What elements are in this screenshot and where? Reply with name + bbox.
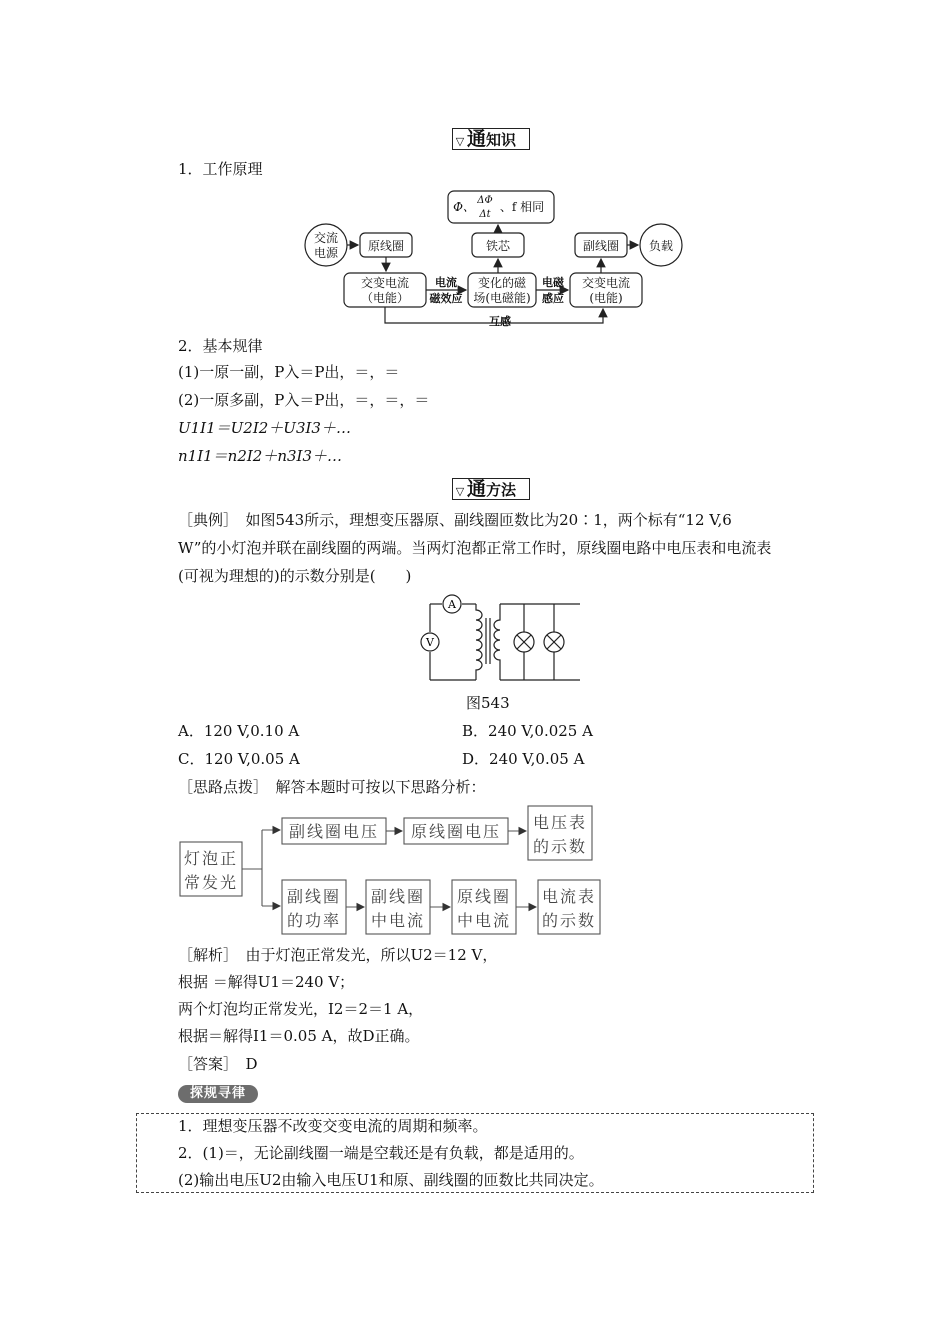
option-d: D．240 V,0.05 A bbox=[462, 750, 585, 768]
flow-bot2-line2: 中电流 bbox=[370, 911, 426, 930]
figure-caption: 图543 bbox=[466, 694, 510, 712]
flow-start-line2: 常发光 bbox=[183, 873, 239, 892]
flux-phi: Φ、 bbox=[453, 200, 475, 214]
primary-coil-label: 原线圈 bbox=[367, 239, 405, 253]
summary-line-3: (2)输出电压U2由输入电压U1和原、副线圈的匝数比共同决定。 bbox=[178, 1171, 604, 1189]
triangle-icon: ▽ bbox=[455, 135, 465, 148]
section1-heading: 1．工作原理 bbox=[178, 160, 263, 178]
flux-numerator: ΔΦ bbox=[477, 195, 493, 206]
em-effect-label-2: 磁效应 bbox=[429, 292, 463, 305]
summary-line-1: 1．理想变压器不改变交变电流的周期和频率。 bbox=[178, 1117, 488, 1135]
ac-current-1-line2: （电能） bbox=[360, 291, 410, 305]
section-badge-knowledge bbox=[452, 128, 530, 150]
summary-line-2: 2．(1)＝，无论副线圈一端是空载还是有负载，都是适用的。 bbox=[178, 1144, 584, 1162]
induction-label-2: 感应 bbox=[542, 292, 564, 305]
secondary-coil-icon bbox=[494, 616, 500, 664]
rule-line-4: n1I1＝n2I2＋n3I3＋… bbox=[178, 447, 343, 465]
ammeter-label: A bbox=[448, 598, 456, 611]
rule-line-3: U1I1＝U2I2＋U3I3＋… bbox=[178, 419, 351, 437]
flow-bot2-line1: 副线圈 bbox=[370, 887, 426, 906]
induction-label-1: 电磁 bbox=[542, 276, 564, 289]
example-line-1: ［典例］ 如图543所示，理想变压器原、副线圈匝数比为20∶1，两个标有“12 V,6 bbox=[178, 511, 732, 529]
voltmeter-label: V bbox=[426, 636, 434, 649]
mutual-inductance-label: 互感 bbox=[489, 315, 511, 328]
working-principle-diagram bbox=[300, 186, 690, 328]
badge-label: 方法 bbox=[486, 481, 517, 499]
rule-summary-badge bbox=[178, 1085, 258, 1103]
em-effect-label-1: 电流 bbox=[435, 276, 457, 289]
thinking-flow-diagram bbox=[176, 802, 602, 938]
ac-current-1-line1: 交变电流 bbox=[360, 276, 410, 290]
ac-source-label-2: 电源 bbox=[313, 246, 339, 260]
example-line-3: (可视为理想的)的示数分别是( ) bbox=[178, 567, 412, 585]
flow-bot1-line2: 的功率 bbox=[286, 911, 342, 930]
rule-line-1: (1)一原一副，P入＝P出，＝，＝ bbox=[178, 363, 400, 381]
triangle-icon: ▽ bbox=[455, 485, 465, 498]
flux-rest: 、f 相同 bbox=[499, 200, 545, 214]
flow-top3-line2: 的示数 bbox=[532, 837, 588, 856]
ac-current-2-line2: (电能) bbox=[589, 291, 623, 305]
flux-denominator: Δt bbox=[479, 209, 491, 220]
analysis-line-1: ［解析］ 由于灯泡正常发光，所以U2＝12 V， bbox=[178, 946, 498, 964]
ac-source-label-1: 交流 bbox=[313, 231, 339, 245]
answer-line: ［答案］ D bbox=[178, 1055, 258, 1073]
flow-top2: 原线圈电压 bbox=[410, 822, 502, 841]
section-badge-method bbox=[452, 478, 530, 500]
rule-summary-label: 探规寻律 bbox=[189, 1086, 246, 1101]
iron-core-label: 铁芯 bbox=[485, 239, 511, 253]
badge-main-char: 通 bbox=[467, 128, 487, 150]
magnetic-line1: 变化的磁 bbox=[477, 276, 527, 290]
analysis-line-3: 两个灯泡均正常发光，I2＝2＝1 A， bbox=[178, 1000, 424, 1018]
flow-bot1-line1: 副线圈 bbox=[286, 887, 342, 906]
badge-main-char: 通 bbox=[467, 478, 487, 500]
analysis-line-4: 根据＝解得I1＝0.05 A，故D正确。 bbox=[178, 1027, 420, 1045]
hint-text: ［思路点拨］ 解答本题时可按以下思路分析： bbox=[178, 778, 486, 796]
flow-top1: 副线圈电压 bbox=[288, 822, 380, 841]
analysis-line-2: 根据 ＝解得U1＝240 V； bbox=[178, 973, 355, 991]
example-line-2: W”的小灯泡并联在副线圈的两端。当两灯泡都正常工作时，原线圈电路中电压表和电流表 bbox=[178, 539, 772, 557]
flow-bot3-line1: 原线圈 bbox=[456, 887, 512, 906]
transformer-circuit bbox=[410, 594, 586, 690]
ac-current-2-line1: 交变电流 bbox=[581, 276, 631, 290]
load-label: 负载 bbox=[648, 239, 674, 253]
secondary-coil-label: 副线圈 bbox=[582, 239, 620, 253]
magnetic-line2: 场(电磁能) bbox=[473, 291, 531, 305]
option-c: C．120 V,0.05 A bbox=[178, 750, 300, 768]
flow-start-line1: 灯泡正 bbox=[183, 849, 239, 868]
rule-line-2: (2)一原多副，P入＝P出，＝，＝，＝ bbox=[178, 391, 430, 409]
flow-bot3-line2: 中电流 bbox=[456, 911, 512, 930]
primary-coil-icon bbox=[476, 604, 482, 680]
option-a: A．120 V,0.10 A bbox=[178, 722, 300, 740]
option-b: B．240 V,0.025 A bbox=[462, 722, 593, 740]
flow-bot4-line2: 的示数 bbox=[541, 911, 597, 930]
flow-top3-line1: 电压表 bbox=[532, 813, 588, 832]
flow-bot4-line1: 电流表 bbox=[541, 887, 597, 906]
badge-label: 知识 bbox=[486, 131, 517, 149]
section2-heading: 2．基本规律 bbox=[178, 337, 263, 355]
